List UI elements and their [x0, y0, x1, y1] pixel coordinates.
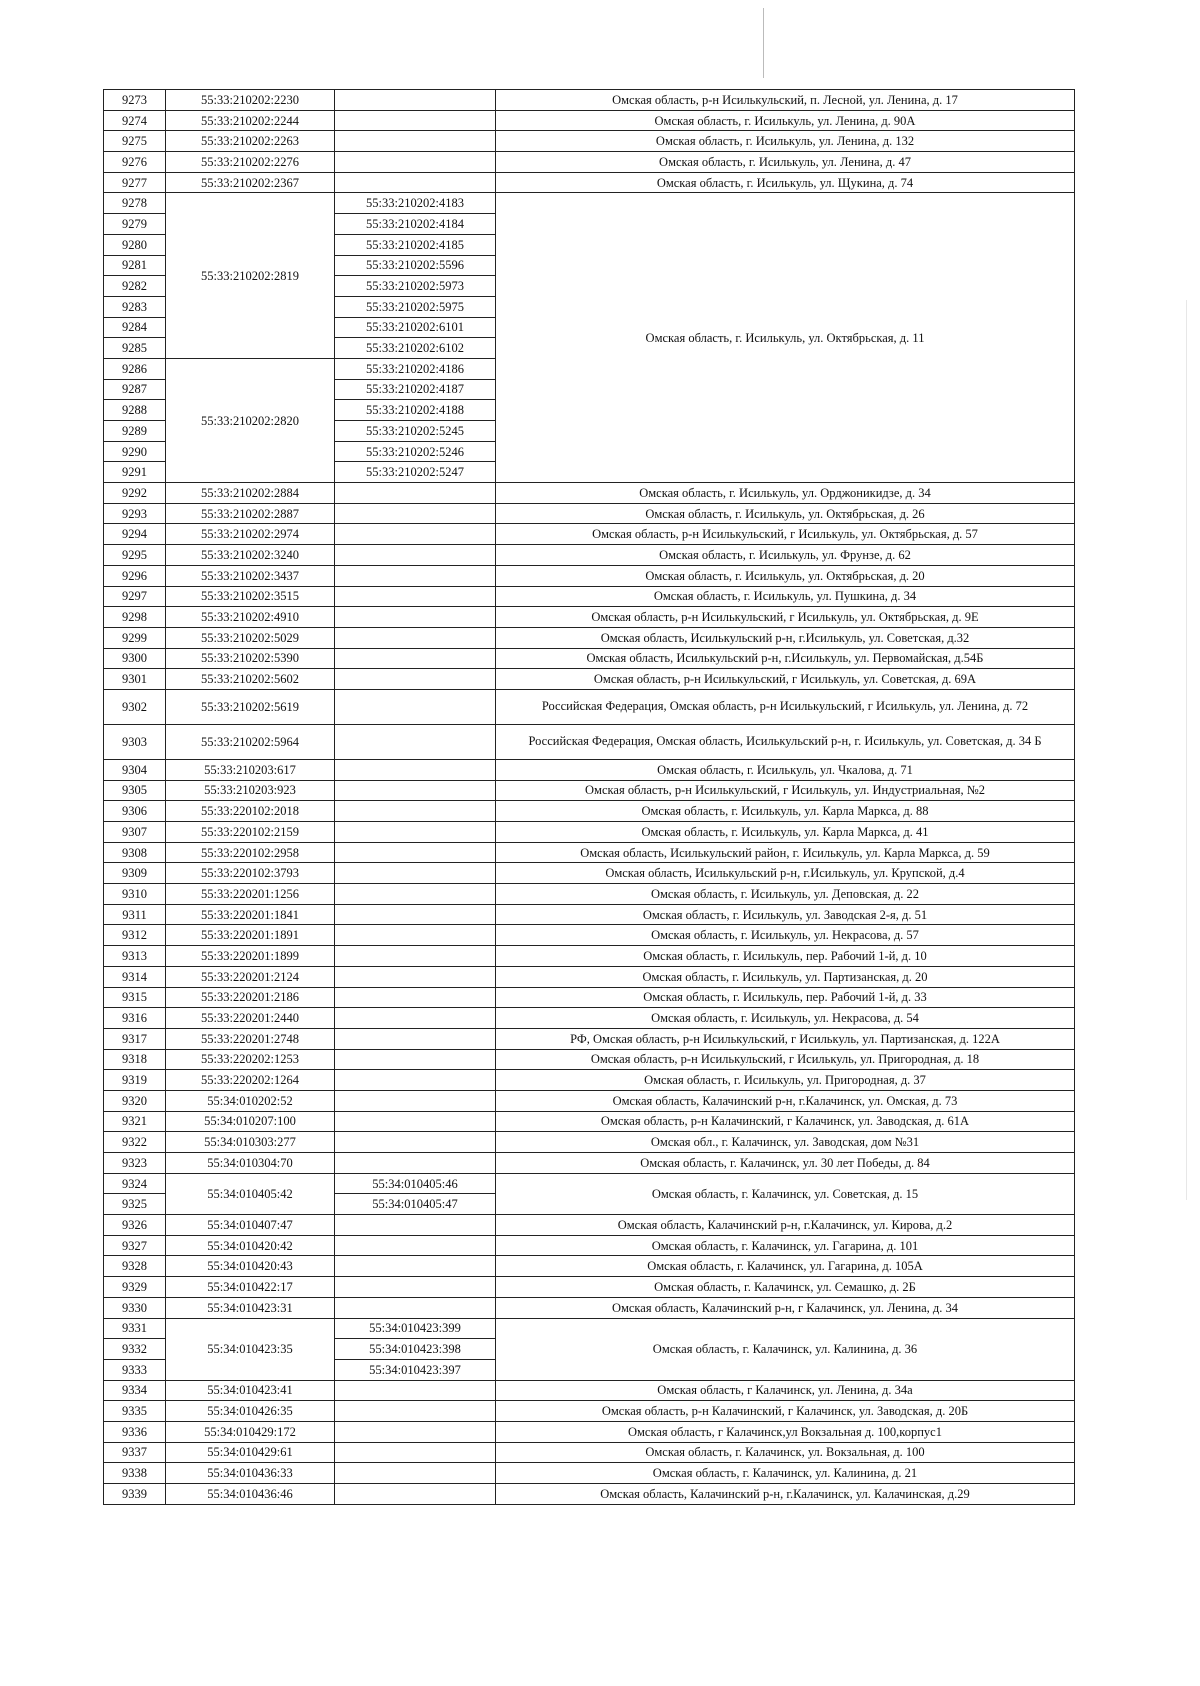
- cadastral-number-cell: 55:34:010436:33: [166, 1463, 335, 1484]
- table-row: [104, 822, 1075, 843]
- cadastral-number-cell: 55:33:220201:1891: [166, 925, 335, 946]
- address-cell: Омская область, г. Исилькуль, ул. Орджоникидзе, д. 34: [496, 483, 1075, 504]
- row-number-cell: 9309: [104, 863, 166, 884]
- sub-parcel-number-cell: [335, 1049, 496, 1070]
- cadastral-number-cell: 55:33:210202:5619: [166, 689, 335, 724]
- table-row: [104, 1049, 1075, 1070]
- sub-parcel-number-cell: 55:33:210202:6102: [335, 338, 496, 359]
- table-row: [104, 1235, 1075, 1256]
- address-cell: Омская область, р-н Калачинский, г Калачинск, ул. Заводская, д. 61А: [496, 1111, 1075, 1132]
- sub-parcel-number-cell: 55:34:010423:398: [335, 1339, 496, 1360]
- row-number-cell: 9296: [104, 565, 166, 586]
- sub-parcel-number-cell: [335, 925, 496, 946]
- sub-parcel-number-cell: [335, 1070, 496, 1091]
- row-number-cell: 9327: [104, 1235, 166, 1256]
- table-row: [104, 565, 1075, 586]
- cadastral-number-cell: 55:34:010429:172: [166, 1421, 335, 1442]
- address-cell: Омская область, р-н Исилькульский, г Исилькуль, ул. Октябрьская, д. 9Е: [496, 607, 1075, 628]
- address-cell: Омская область, г. Исилькуль, пер. Рабочий 1-й, д. 10: [496, 946, 1075, 967]
- address-cell: Омская область, г. Калачинск, ул. Советская, д. 15: [496, 1173, 1075, 1214]
- cadastral-number-cell: 55:34:010422:17: [166, 1277, 335, 1298]
- sub-parcel-number-cell: 55:33:210202:4185: [335, 234, 496, 255]
- table-row: [104, 193, 1075, 214]
- table-row: [104, 966, 1075, 987]
- address-cell: Омская область, Исилькульский р-н, г.Исилькуль, ул. Советская, д.32: [496, 627, 1075, 648]
- sub-parcel-number-cell: 55:34:010423:399: [335, 1318, 496, 1339]
- row-number-cell: 9301: [104, 669, 166, 690]
- table-row: [104, 545, 1075, 566]
- sub-parcel-number-cell: [335, 503, 496, 524]
- row-number-cell: 9287: [104, 379, 166, 400]
- row-number-cell: 9323: [104, 1153, 166, 1174]
- row-number-cell: 9310: [104, 884, 166, 905]
- sub-parcel-number-cell: [335, 759, 496, 780]
- address-cell: Омская область, г. Исилькуль, ул. Фрунзе, д. 62: [496, 545, 1075, 566]
- sub-parcel-number-cell: [335, 524, 496, 545]
- table-row: [104, 648, 1075, 669]
- sub-parcel-number-cell: [335, 565, 496, 586]
- cadastral-number-cell: 55:34:010407:47: [166, 1215, 335, 1236]
- address-cell: Омская область, г Калачинск, ул. Ленина, д. 34а: [496, 1380, 1075, 1401]
- table-row: [104, 1215, 1075, 1236]
- table-row: [104, 1401, 1075, 1422]
- sub-parcel-number-cell: [335, 689, 496, 724]
- sub-parcel-number-cell: 55:34:010405:46: [335, 1173, 496, 1194]
- sub-parcel-number-cell: [335, 801, 496, 822]
- cadastral-number-cell: 55:33:210202:5964: [166, 724, 335, 759]
- row-number-cell: 9298: [104, 607, 166, 628]
- sub-parcel-number-cell: [335, 780, 496, 801]
- sub-parcel-number-cell: [335, 863, 496, 884]
- row-number-cell: 9304: [104, 759, 166, 780]
- row-number-cell: 9280: [104, 234, 166, 255]
- row-number-cell: 9334: [104, 1380, 166, 1401]
- sub-parcel-number-cell: [335, 1111, 496, 1132]
- row-number-cell: 9297: [104, 586, 166, 607]
- sub-parcel-number-cell: [335, 483, 496, 504]
- cadastral-number-cell: 55:33:210202:3437: [166, 565, 335, 586]
- cadastral-number-cell: 55:34:010420:42: [166, 1235, 335, 1256]
- address-cell: Омская область, г. Исилькуль, ул. Ленина, д. 90А: [496, 110, 1075, 131]
- address-cell: Омская область, Калачинский р-н, г.Калачинск, ул. Калачинская, д.29: [496, 1484, 1075, 1505]
- table-row: [104, 1111, 1075, 1132]
- table-row: [104, 724, 1075, 759]
- address-cell: Омская область, г. Исилькуль, пер. Рабочий 1-й, д. 33: [496, 987, 1075, 1008]
- table-row: [104, 131, 1075, 152]
- address-cell: Омская область, г. Исилькуль, ул. Некрасова, д. 54: [496, 1008, 1075, 1029]
- address-cell: Омская область, г. Исилькуль, ул. Ленина, д. 47: [496, 152, 1075, 173]
- sub-parcel-number-cell: 55:33:210202:5246: [335, 441, 496, 462]
- table-row: [104, 1132, 1075, 1153]
- sub-parcel-number-cell: [335, 1235, 496, 1256]
- cadastral-number-cell: 55:33:220201:1899: [166, 946, 335, 967]
- table-row: [104, 627, 1075, 648]
- sub-parcel-number-cell: [335, 545, 496, 566]
- table-row: [104, 925, 1075, 946]
- address-cell: Омская область, г. Исилькуль, ул. Октябрьская, д. 26: [496, 503, 1075, 524]
- sub-parcel-number-cell: 55:33:210202:5973: [335, 276, 496, 297]
- cadastral-number-cell: 55:34:010436:46: [166, 1484, 335, 1505]
- table-row: [104, 1463, 1075, 1484]
- address-cell: Омская область, г. Исилькуль, ул. Заводская 2-я, д. 51: [496, 904, 1075, 925]
- address-cell: Омская область, г. Калачинск, ул. 30 лет Победы, д. 84: [496, 1153, 1075, 1174]
- sub-parcel-number-cell: [335, 884, 496, 905]
- table-row: [104, 152, 1075, 173]
- table-row: [104, 759, 1075, 780]
- address-cell: Омская область, р-н Исилькульский, г Исилькуль, ул. Октябрьская, д. 57: [496, 524, 1075, 545]
- cadastral-number-cell: 55:34:010420:43: [166, 1256, 335, 1277]
- cadastral-number-cell: 55:33:210203:923: [166, 780, 335, 801]
- table-row: [104, 1277, 1075, 1298]
- address-cell: Омская область, г. Исилькуль, ул. Ленина, д. 132: [496, 131, 1075, 152]
- row-number-cell: 9337: [104, 1442, 166, 1463]
- cadastral-number-cell: 55:34:010207:100: [166, 1111, 335, 1132]
- row-number-cell: 9313: [104, 946, 166, 967]
- cadastral-number-cell: 55:33:210202:2974: [166, 524, 335, 545]
- row-number-cell: 9315: [104, 987, 166, 1008]
- cadastral-number-cell: 55:33:210202:3515: [166, 586, 335, 607]
- table-row: [104, 1380, 1075, 1401]
- sub-parcel-number-cell: [335, 987, 496, 1008]
- table-row: [104, 842, 1075, 863]
- table-row: [104, 1256, 1075, 1277]
- row-number-cell: 9338: [104, 1463, 166, 1484]
- row-number-cell: 9316: [104, 1008, 166, 1029]
- row-number-cell: 9293: [104, 503, 166, 524]
- sub-parcel-number-cell: [335, 1463, 496, 1484]
- row-number-cell: 9324: [104, 1173, 166, 1194]
- row-number-cell: 9294: [104, 524, 166, 545]
- address-cell: Омская область, г. Исилькуль, ул. Щукина, д. 74: [496, 172, 1075, 193]
- cadastral-number-cell: 55:34:010429:61: [166, 1442, 335, 1463]
- row-number-cell: 9314: [104, 966, 166, 987]
- row-number-cell: 9286: [104, 358, 166, 379]
- sub-parcel-number-cell: 55:33:210202:5245: [335, 421, 496, 442]
- row-number-cell: 9288: [104, 400, 166, 421]
- sub-parcel-number-cell: [335, 648, 496, 669]
- cadastral-number-cell: 55:33:210202:2276: [166, 152, 335, 173]
- address-cell: Омская область, г. Калачинск, ул. Гагарина, д. 105А: [496, 1256, 1075, 1277]
- address-cell: Омская область, р-н Исилькульский, г Исилькуль, ул. Советская, д. 69А: [496, 669, 1075, 690]
- address-cell: Российская Федерация, Омская область, р-н Исилькульский, г Исилькуль, ул. Ленина, д. 72: [496, 689, 1075, 724]
- row-number-cell: 9302: [104, 689, 166, 724]
- row-number-cell: 9285: [104, 338, 166, 359]
- row-number-cell: 9303: [104, 724, 166, 759]
- cadastral-number-cell: 55:33:220201:1841: [166, 904, 335, 925]
- row-number-cell: 9295: [104, 545, 166, 566]
- sub-parcel-number-cell: [335, 1215, 496, 1236]
- sub-parcel-number-cell: [335, 1277, 496, 1298]
- sub-parcel-number-cell: [335, 966, 496, 987]
- row-number-cell: 9333: [104, 1359, 166, 1380]
- row-number-cell: 9319: [104, 1070, 166, 1091]
- sub-parcel-number-cell: [335, 946, 496, 967]
- row-number-cell: 9292: [104, 483, 166, 504]
- table-row: [104, 946, 1075, 967]
- row-number-cell: 9273: [104, 90, 166, 111]
- table-row: [104, 689, 1075, 724]
- cadastral-number-cell: 55:33:220202:1264: [166, 1070, 335, 1091]
- cadastral-number-cell: 55:33:210202:2884: [166, 483, 335, 504]
- sub-parcel-number-cell: 55:33:210202:4184: [335, 214, 496, 235]
- cadastral-number-cell: 55:34:010426:35: [166, 1401, 335, 1422]
- row-number-cell: 9274: [104, 110, 166, 131]
- row-number-cell: 9277: [104, 172, 166, 193]
- row-number-cell: 9328: [104, 1256, 166, 1277]
- sub-parcel-number-cell: [335, 172, 496, 193]
- scan-artifact: [1186, 300, 1187, 1200]
- table-row: [104, 801, 1075, 822]
- cadastral-number-cell: 55:33:220102:2018: [166, 801, 335, 822]
- address-cell: Омская область, Исилькульский р-н, г.Исилькуль, ул. Крупской, д.4: [496, 863, 1075, 884]
- table-row: [104, 483, 1075, 504]
- table-row: [104, 884, 1075, 905]
- table-row: [104, 669, 1075, 690]
- cadastral-number-cell: 55:33:210202:3240: [166, 545, 335, 566]
- address-cell: Омская область, г. Исилькуль, ул. Пригородная, д. 37: [496, 1070, 1075, 1091]
- row-number-cell: 9281: [104, 255, 166, 276]
- sub-parcel-number-cell: [335, 904, 496, 925]
- table-row: [104, 987, 1075, 1008]
- row-number-cell: 9307: [104, 822, 166, 843]
- cadastral-number-cell: 55:33:220201:2440: [166, 1008, 335, 1029]
- table-row: [104, 1090, 1075, 1111]
- cadastral-number-cell: 55:34:010423:41: [166, 1380, 335, 1401]
- cadastral-number-cell: 55:33:220102:2958: [166, 842, 335, 863]
- sub-parcel-number-cell: [335, 1380, 496, 1401]
- address-cell: Омская область, г. Исилькуль, ул. Некрасова, д. 57: [496, 925, 1075, 946]
- sub-parcel-number-cell: 55:33:210202:5975: [335, 296, 496, 317]
- address-cell: Омская область, г. Калачинск, ул. Калинина, д. 21: [496, 1463, 1075, 1484]
- sub-parcel-number-cell: 55:33:210202:4183: [335, 193, 496, 214]
- sub-parcel-number-cell: [335, 627, 496, 648]
- sub-parcel-number-cell: [335, 586, 496, 607]
- address-cell: Омская обл., г. Калачинск, ул. Заводская, дом №31: [496, 1132, 1075, 1153]
- cadastral-number-cell: 55:33:210202:2819: [166, 193, 335, 359]
- table-row: [104, 1153, 1075, 1174]
- row-number-cell: 9311: [104, 904, 166, 925]
- address-cell: Омская область, г. Калачинск, ул. Семашко, д. 2Б: [496, 1277, 1075, 1298]
- cadastral-number-cell: 55:34:010304:70: [166, 1153, 335, 1174]
- row-number-cell: 9326: [104, 1215, 166, 1236]
- sub-parcel-number-cell: [335, 90, 496, 111]
- row-number-cell: 9331: [104, 1318, 166, 1339]
- row-number-cell: 9339: [104, 1484, 166, 1505]
- table-row: [104, 1318, 1075, 1339]
- sub-parcel-number-cell: [335, 1132, 496, 1153]
- sub-parcel-number-cell: [335, 842, 496, 863]
- cadastral-number-cell: 55:33:220102:3793: [166, 863, 335, 884]
- address-cell: Омская область, Калачинский р-н, г.Калачинск, ул. Кирова, д.2: [496, 1215, 1075, 1236]
- table-row: [104, 586, 1075, 607]
- row-number-cell: 9279: [104, 214, 166, 235]
- table-row: [104, 1028, 1075, 1049]
- cadastral-number-cell: 55:33:220202:1253: [166, 1049, 335, 1070]
- cadastral-number-cell: 55:33:210202:2244: [166, 110, 335, 131]
- row-number-cell: 9308: [104, 842, 166, 863]
- cadastral-number-cell: 55:33:210202:2263: [166, 131, 335, 152]
- table-row: [104, 780, 1075, 801]
- sub-parcel-number-cell: [335, 1421, 496, 1442]
- sub-parcel-number-cell: [335, 1297, 496, 1318]
- table-row: [104, 90, 1075, 111]
- row-number-cell: 9291: [104, 462, 166, 483]
- address-cell: РФ, Омская область, р-н Исилькульский, г Исилькуль, ул. Партизанская, д. 122А: [496, 1028, 1075, 1049]
- sub-parcel-number-cell: [335, 607, 496, 628]
- cadastral-number-cell: 55:33:220102:2159: [166, 822, 335, 843]
- sub-parcel-number-cell: [335, 152, 496, 173]
- cadastral-number-cell: 55:33:210203:617: [166, 759, 335, 780]
- row-number-cell: 9282: [104, 276, 166, 297]
- row-number-cell: 9289: [104, 421, 166, 442]
- address-cell: Омская область, г. Исилькуль, ул. Чкалова, д. 71: [496, 759, 1075, 780]
- row-number-cell: 9300: [104, 648, 166, 669]
- address-cell: Омская область, Калачинский р-н, г Калачинск, ул. Ленина, д. 34: [496, 1297, 1075, 1318]
- row-number-cell: 9329: [104, 1277, 166, 1298]
- row-number-cell: 9299: [104, 627, 166, 648]
- address-cell: Омская область, г. Исилькуль, ул. Деповская, д. 22: [496, 884, 1075, 905]
- row-number-cell: 9275: [104, 131, 166, 152]
- address-cell: Омская область, р-н Исилькульский, г Исилькуль, ул. Пригородная, д. 18: [496, 1049, 1075, 1070]
- cadastral-number-cell: 55:33:210202:5390: [166, 648, 335, 669]
- address-cell: Омская область, р-н Исилькульский, г Исилькуль, ул. Индустриальная, №2: [496, 780, 1075, 801]
- cadastral-number-cell: 55:33:220201:1256: [166, 884, 335, 905]
- row-number-cell: 9276: [104, 152, 166, 173]
- sub-parcel-number-cell: [335, 1153, 496, 1174]
- sub-parcel-number-cell: 55:34:010405:47: [335, 1194, 496, 1215]
- address-cell: Омская область, Исилькульский р-н, г.Исилькуль, ул. Первомайская, д.54Б: [496, 648, 1075, 669]
- address-cell: Омская область, г. Исилькуль, ул. Карла Маркса, д. 41: [496, 822, 1075, 843]
- table-row: [104, 607, 1075, 628]
- row-number-cell: 9284: [104, 317, 166, 338]
- address-cell: Омская область, г. Исилькуль, ул. Октябрьская, д. 20: [496, 565, 1075, 586]
- cadastral-number-cell: 55:33:220201:2186: [166, 987, 335, 1008]
- scan-artifact: [763, 8, 764, 78]
- row-number-cell: 9283: [104, 296, 166, 317]
- cadastral-number-cell: 55:33:220201:2748: [166, 1028, 335, 1049]
- row-number-cell: 9325: [104, 1194, 166, 1215]
- row-number-cell: 9278: [104, 193, 166, 214]
- sub-parcel-number-cell: [335, 724, 496, 759]
- row-number-cell: 9317: [104, 1028, 166, 1049]
- row-number-cell: 9335: [104, 1401, 166, 1422]
- address-cell: Омская область, г. Исилькуль, ул. Партизанская, д. 20: [496, 966, 1075, 987]
- row-number-cell: 9321: [104, 1111, 166, 1132]
- sub-parcel-number-cell: 55:33:210202:5247: [335, 462, 496, 483]
- cadastral-number-cell: 55:33:210202:5029: [166, 627, 335, 648]
- table-row: [104, 1297, 1075, 1318]
- address-cell: Омская область, г. Исилькуль, ул. Октябрьская, д. 11: [496, 193, 1075, 483]
- cadastral-number-cell: 55:33:210202:5602: [166, 669, 335, 690]
- cadastral-number-cell: 55:33:210202:2367: [166, 172, 335, 193]
- sub-parcel-number-cell: [335, 1028, 496, 1049]
- row-number-cell: 9320: [104, 1090, 166, 1111]
- sub-parcel-number-cell: [335, 1008, 496, 1029]
- cadastral-number-cell: 55:34:010423:35: [166, 1318, 335, 1380]
- sub-parcel-number-cell: 55:34:010423:397: [335, 1359, 496, 1380]
- address-cell: Омская область, Исилькульский район, г. Исилькуль, ул. Карла Маркса, д. 59: [496, 842, 1075, 863]
- address-cell: Омская область, г. Исилькуль, ул. Карла Маркса, д. 88: [496, 801, 1075, 822]
- sub-parcel-number-cell: [335, 669, 496, 690]
- sub-parcel-number-cell: [335, 1401, 496, 1422]
- sub-parcel-number-cell: 55:33:210202:6101: [335, 317, 496, 338]
- cadastral-number-cell: 55:33:220201:2124: [166, 966, 335, 987]
- cadastral-number-cell: 55:34:010202:52: [166, 1090, 335, 1111]
- table-row: [104, 1008, 1075, 1029]
- row-number-cell: 9306: [104, 801, 166, 822]
- cadastral-number-cell: 55:33:210202:2230: [166, 90, 335, 111]
- register-body: [104, 90, 1075, 1505]
- row-number-cell: 9305: [104, 780, 166, 801]
- cadastral-number-cell: 55:33:210202:2820: [166, 358, 335, 482]
- table-row: [104, 110, 1075, 131]
- sub-parcel-number-cell: [335, 822, 496, 843]
- row-number-cell: 9330: [104, 1297, 166, 1318]
- sub-parcel-number-cell: [335, 1090, 496, 1111]
- address-cell: Омская область, р-н Исилькульский, п. Лесной, ул. Ленина, д. 17: [496, 90, 1075, 111]
- address-cell: Омская область, р-н Калачинский, г Калачинск, ул. Заводская, д. 20Б: [496, 1401, 1075, 1422]
- address-cell: Омская область, г. Исилькуль, ул. Пушкина, д. 34: [496, 586, 1075, 607]
- sub-parcel-number-cell: [335, 1484, 496, 1505]
- sub-parcel-number-cell: [335, 131, 496, 152]
- address-cell: Омская область, г. Калачинск, ул. Вокзальная, д. 100: [496, 1442, 1075, 1463]
- address-cell: Омская область, г. Калачинск, ул. Калинина, д. 36: [496, 1318, 1075, 1380]
- sub-parcel-number-cell: 55:33:210202:4188: [335, 400, 496, 421]
- sub-parcel-number-cell: 55:33:210202:4186: [335, 358, 496, 379]
- row-number-cell: 9322: [104, 1132, 166, 1153]
- address-cell: Омская область, г. Калачинск, ул. Гагарина, д. 101: [496, 1235, 1075, 1256]
- table-row: [104, 172, 1075, 193]
- table-row: [104, 503, 1075, 524]
- parcel-register-table: [103, 89, 1075, 1505]
- sub-parcel-number-cell: 55:33:210202:5596: [335, 255, 496, 276]
- table-row: [104, 1421, 1075, 1442]
- cadastral-number-cell: 55:33:210202:4910: [166, 607, 335, 628]
- row-number-cell: 9336: [104, 1421, 166, 1442]
- sub-parcel-number-cell: [335, 1442, 496, 1463]
- table-row: [104, 1442, 1075, 1463]
- table-row: [104, 524, 1075, 545]
- cadastral-number-cell: 55:33:210202:2887: [166, 503, 335, 524]
- row-number-cell: 9290: [104, 441, 166, 462]
- cadastral-number-cell: 55:34:010303:277: [166, 1132, 335, 1153]
- row-number-cell: 9332: [104, 1339, 166, 1360]
- sub-parcel-number-cell: [335, 110, 496, 131]
- table-row: [104, 904, 1075, 925]
- cadastral-number-cell: 55:34:010423:31: [166, 1297, 335, 1318]
- sub-parcel-number-cell: 55:33:210202:4187: [335, 379, 496, 400]
- cadastral-number-cell: 55:34:010405:42: [166, 1173, 335, 1214]
- sub-parcel-number-cell: [335, 1256, 496, 1277]
- address-cell: Омская область, Калачинский р-н, г.Калачинск, ул. Омская, д. 73: [496, 1090, 1075, 1111]
- table-row: [104, 863, 1075, 884]
- row-number-cell: 9312: [104, 925, 166, 946]
- table-row: [104, 1070, 1075, 1091]
- table-row: [104, 1173, 1075, 1194]
- table-row: [104, 1484, 1075, 1505]
- address-cell: Российская Федерация, Омская область, Исилькульский р-н, г. Исилькуль, ул. Советская, д. 34 Б: [496, 724, 1075, 759]
- address-cell: Омская область, г Калачинск,ул Вокзальная д. 100,корпус1: [496, 1421, 1075, 1442]
- row-number-cell: 9318: [104, 1049, 166, 1070]
